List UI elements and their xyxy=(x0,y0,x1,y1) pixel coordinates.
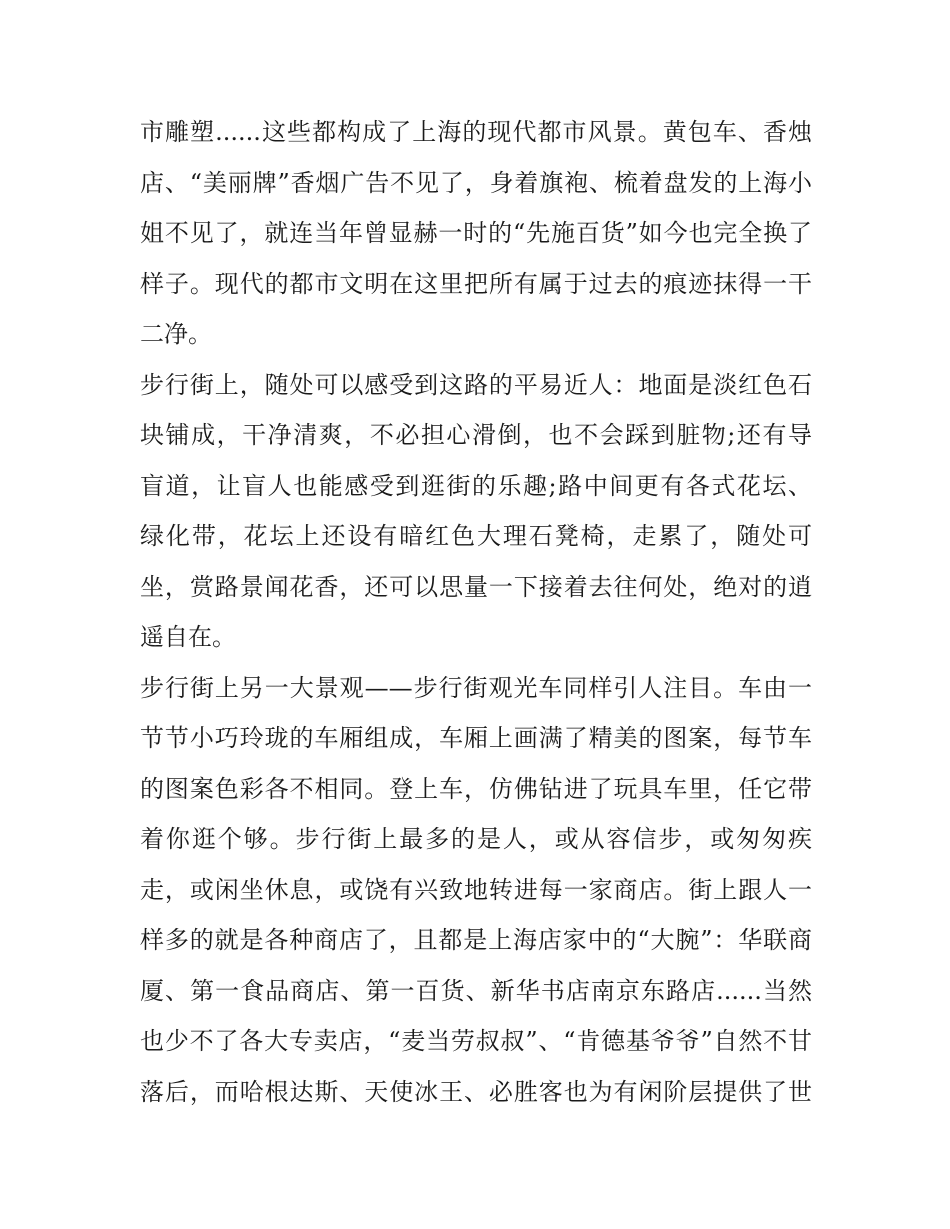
text-line: 的图案色彩各不相同。登上车，仿佛钻进了玩具车里，任它带 xyxy=(140,774,812,803)
text-line: 店、“美丽牌”香烟广告不见了，身着旗袍、梳着盘发的上海小 xyxy=(140,168,812,197)
text-line: 样多的就是各种商店了，且都是上海店家中的“大腕”：华联商 xyxy=(140,926,812,954)
text-line: 遥自在。 xyxy=(140,623,236,651)
body-text xyxy=(140,107,812,1117)
text-line: 块铺成，干净清爽，不必担心滑倒，也不会踩到脏物;还有导 xyxy=(140,421,812,449)
text-line: 节节小巧玲珑的车厢组成，车厢上画满了精美的图案，每节车 xyxy=(140,724,812,752)
text-line: 绿化带，花坛上还设有暗红色大理石凳椅，走累了，随处可 xyxy=(140,522,812,550)
text-line: 二净。 xyxy=(140,320,212,348)
text-line: 厦、第一食品商店、第一百货、新华书店南京东路店......当然 xyxy=(140,976,812,1005)
text-line: 也少不了各大专卖店，“麦当劳叔叔”、“肯德基爷爷”自然不甘 xyxy=(140,1027,812,1055)
text-line: 市雕塑......这些都构成了上海的现代都市风景。黄包车、香烛 xyxy=(140,118,812,146)
text-line: 盲道，让盲人也能感受到逛街的乐趣;路中间更有各式花坛、 xyxy=(140,471,812,500)
text-line: 步行街上，随处可以感受到这路的平易近人：地面是淡红色石 xyxy=(140,370,812,399)
text-line: 步行街上另一大景观——步行街观光车同样引人注目。车由一 xyxy=(140,673,812,702)
text-line: 姐不见了，就连当年曾显赫一时的“先施百货”如今也完全换了 xyxy=(140,219,812,247)
text-line: 落后，而哈根达斯、天使冰王、必胜客也为有闲阶层提供了世 xyxy=(140,1077,812,1106)
text-line: 样子。现代的都市文明在这里把所有属于过去的痕迹抹得一干 xyxy=(140,269,812,298)
text-line: 坐，赏路景闻花香，还可以思量一下接着去往何处，绝对的逍 xyxy=(140,572,812,601)
text-line: 走，或闲坐休息，或饶有兴致地转进每一家商店。街上跟人一 xyxy=(140,875,812,904)
text-line: 着你逛个够。步行街上最多的是人，或从容信步，或匆匆疾 xyxy=(140,825,812,853)
